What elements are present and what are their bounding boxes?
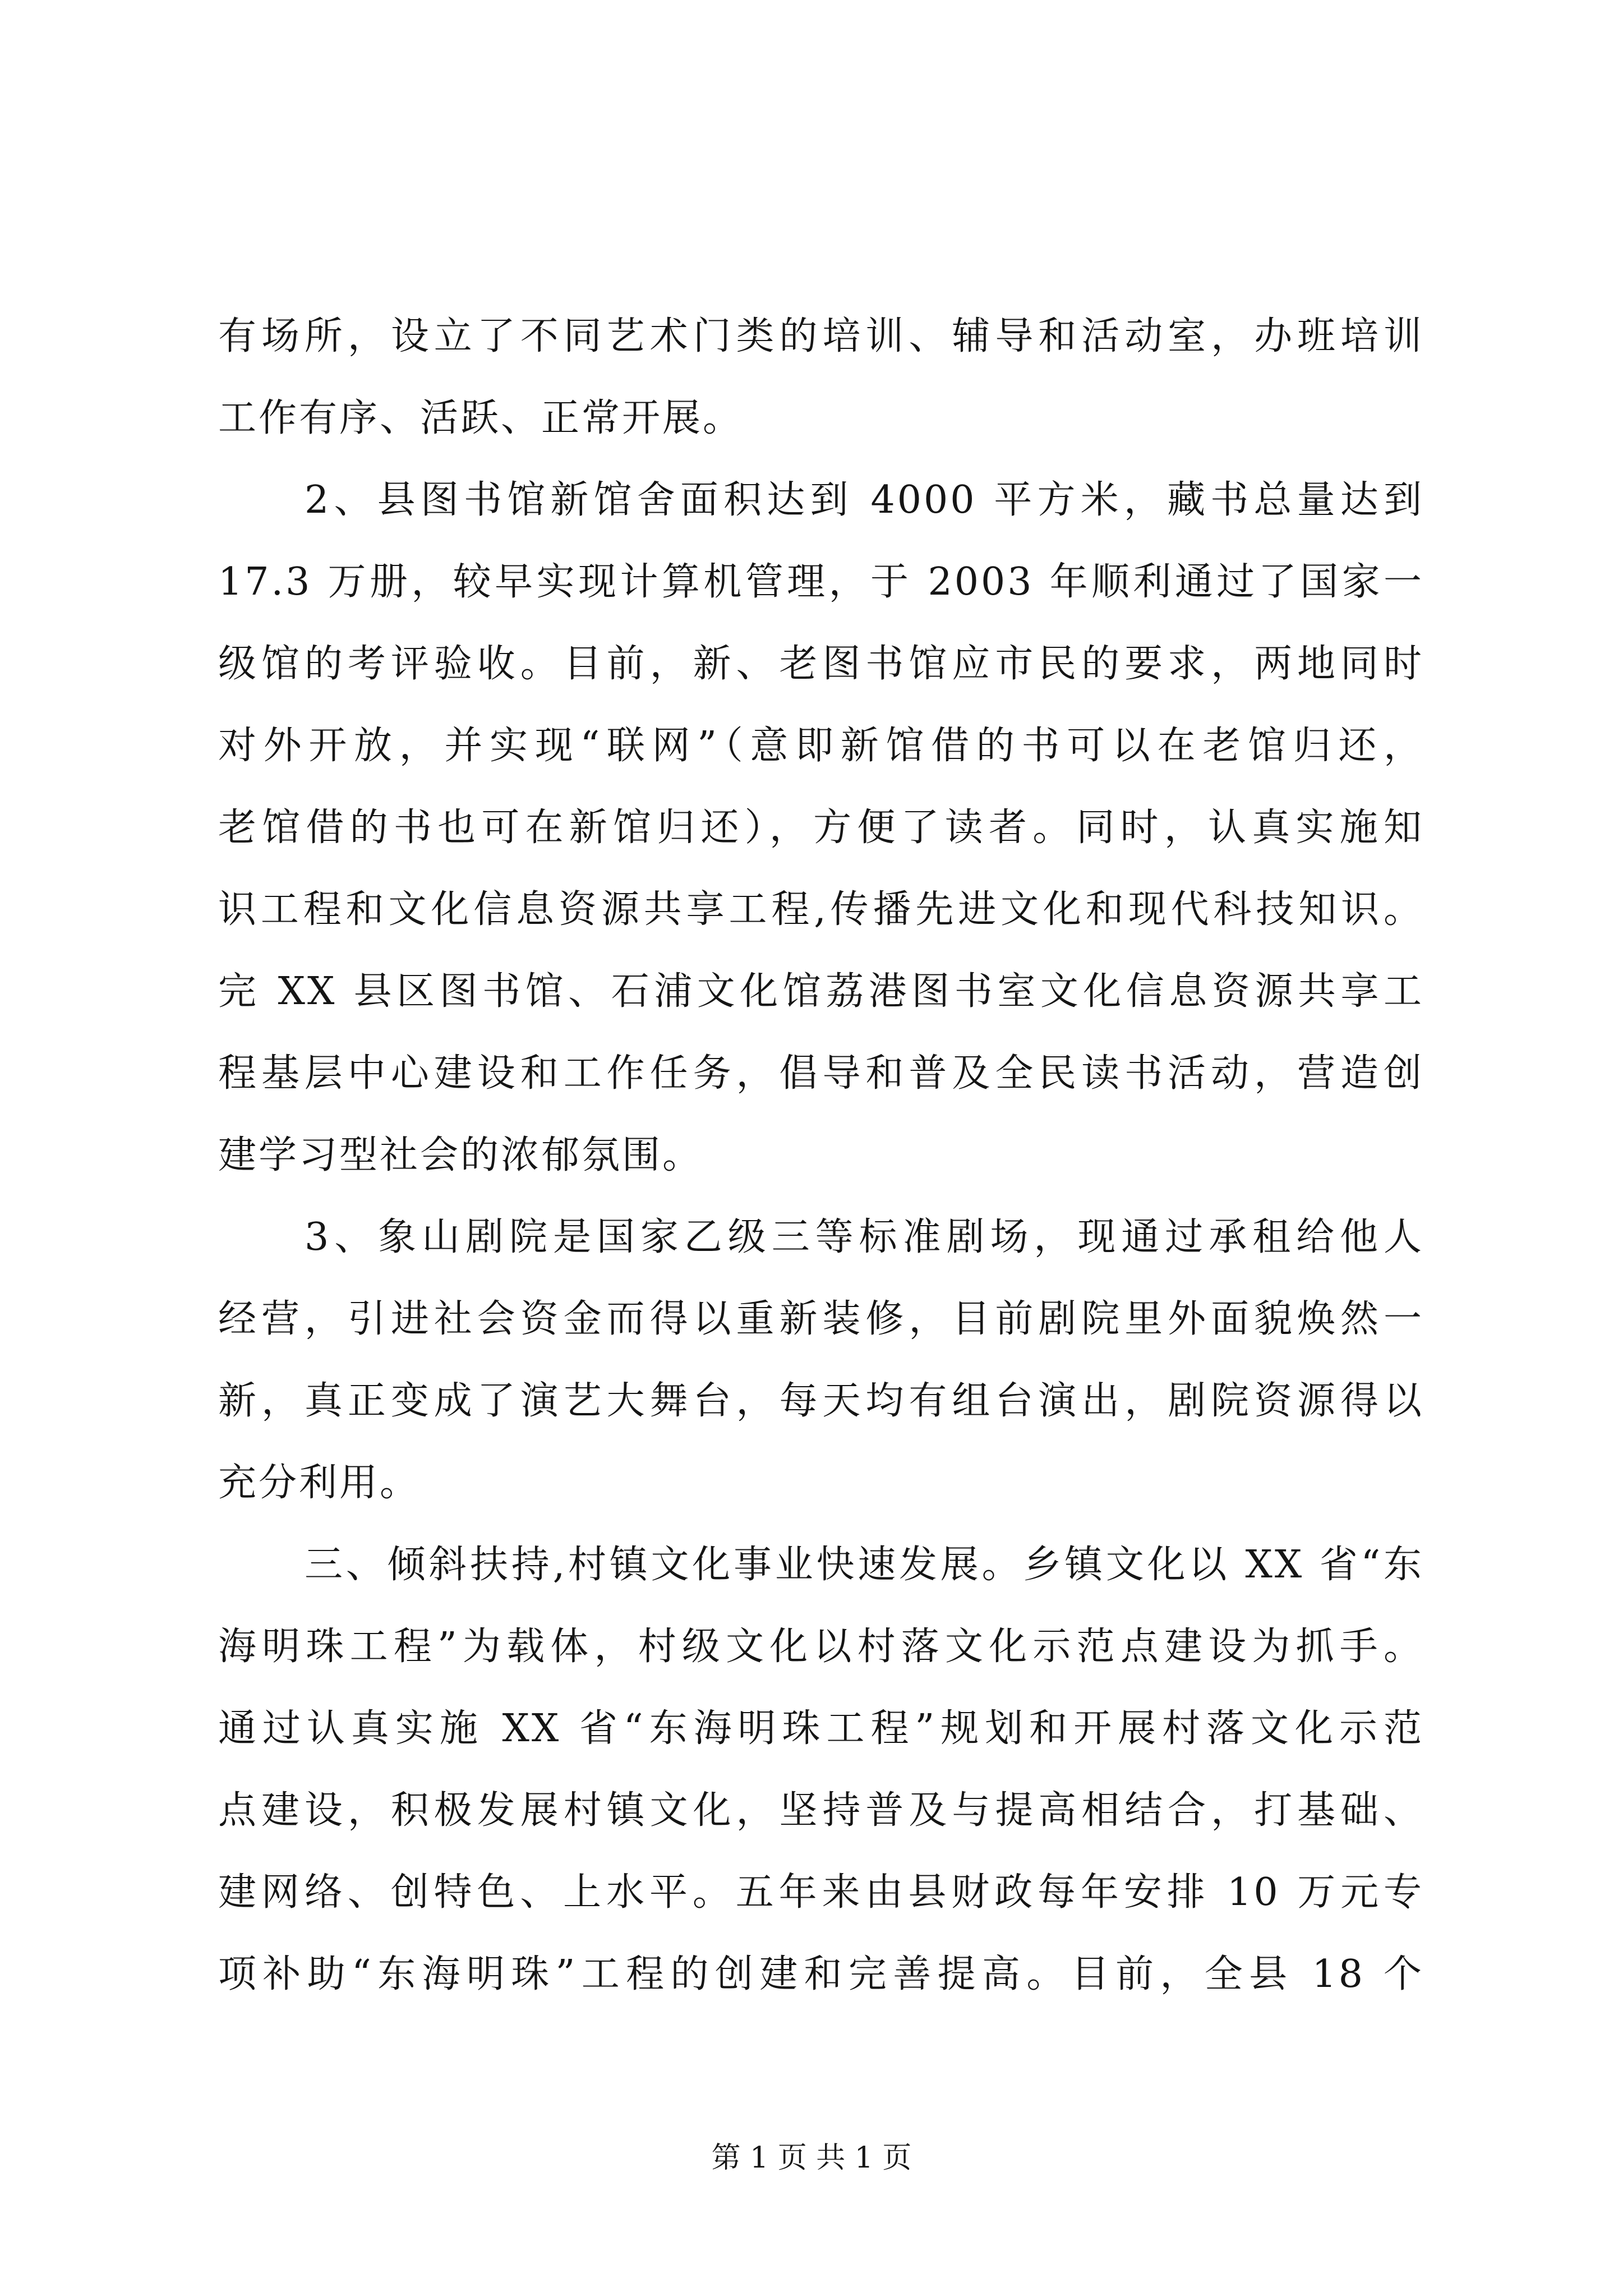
body-line: 17.3 万册，较早实现计算机管理，于 2003 年顺利通过了国家一 xyxy=(218,560,1424,604)
body-line: 老馆借的书也可在新馆归还），方便了读者。同时，认真实施知 xyxy=(218,806,1424,850)
body-line: 新，真正变成了演艺大舞台，每天均有组台演出，剧院资源得以 xyxy=(218,1379,1424,1423)
body-line: 项补助“东海明珠”工程的创建和完善提高。目前，全县 18 个 xyxy=(218,1952,1424,1996)
body-line: 对外开放，并实现“联网”（意即新馆借的书可以在老馆归还， xyxy=(218,724,1424,768)
body-line: 建网络、创特色、上水平。五年来由县财政每年安排 10 万元专 xyxy=(218,1870,1424,1915)
body-line: 级馆的考评验收。目前，新、老图书馆应市民的要求，两地同时 xyxy=(218,642,1424,686)
body-line: 识工程和文化信息资源共享工程,传播先进文化和现代科技知识。 xyxy=(218,887,1424,932)
paragraph-village-culture xyxy=(218,1524,1424,2016)
body-line: 2、县图书馆新馆舍面积达到 4000 平方米，藏书总量达到 xyxy=(305,478,1424,522)
body-line: 完 XX 县区图书馆、石浦文化馆荔港图书室文化信息资源共享工 xyxy=(218,969,1424,1014)
page-footer: 第 1 页 共 1 页 xyxy=(711,2141,912,2175)
body-line: 工作有序、活跃、正常开展。 xyxy=(218,396,744,440)
document-body xyxy=(218,296,1424,2016)
body-line: 3、象山剧院是国家乙级三等标准剧场，现通过承租给他人 xyxy=(305,1215,1424,1259)
body-line: 充分利用。 xyxy=(218,1461,421,1505)
body-line: 程基层中心建设和工作任务，倡导和普及全民读书活动，营造创 xyxy=(218,1051,1424,1096)
paragraph-theater xyxy=(218,1197,1424,1524)
body-line: 点建设，积极发展村镇文化，坚持普及与提高相结合，打基础、 xyxy=(218,1788,1424,1833)
paragraph-continuation xyxy=(218,296,1424,459)
body-line: 建学习型社会的浓郁氛围。 xyxy=(218,1133,703,1177)
body-line: 有场所，设立了不同艺术门类的培训、辅导和活动室，办班培训 xyxy=(218,314,1424,358)
body-line: 通过认真实施 XX 省“东海明珠工程”规划和开展村落文化示范 xyxy=(218,1706,1424,1751)
paragraph-library xyxy=(218,459,1424,1197)
body-line: 三、倾斜扶持,村镇文化事业快速发展。乡镇文化以 XX 省“东 xyxy=(305,1543,1424,1587)
body-line: 经营，引进社会资金而得以重新装修，目前剧院里外面貌焕然一 xyxy=(218,1297,1424,1341)
body-line: 海明珠工程”为载体，村级文化以村落文化示范点建设为抓手。 xyxy=(218,1625,1424,1669)
